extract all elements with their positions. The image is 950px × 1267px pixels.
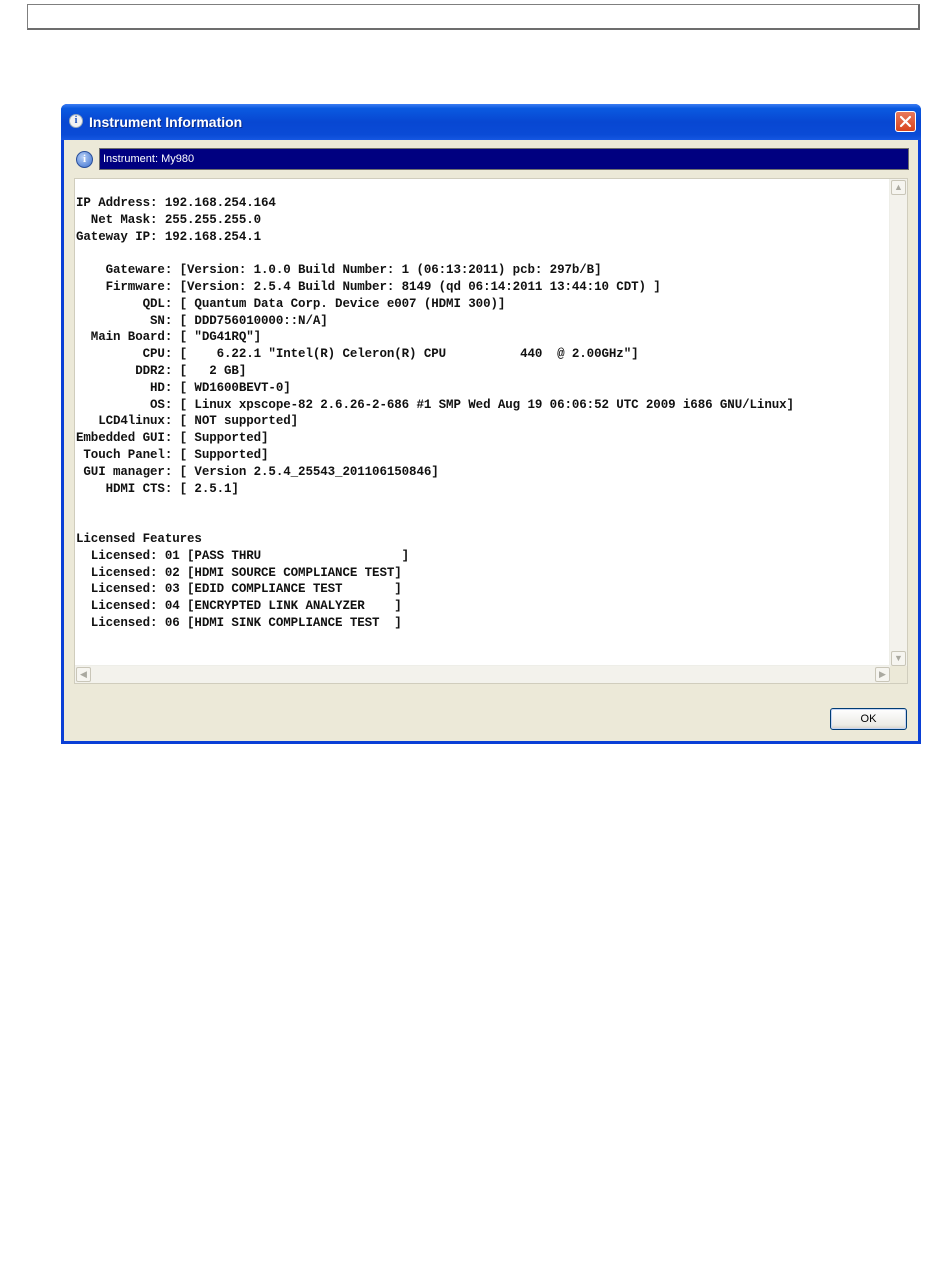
info-icon: i: [69, 114, 83, 128]
system-line: Gateware: [Version: 1.0.0 Build Number: 1 (06:13:2011) pcb: 297b/B]: [76, 263, 602, 278]
top-empty-field: [27, 4, 920, 30]
system-line: LCD4linux: [ NOT supported]: [76, 414, 299, 429]
system-line: GUI manager: [ Version 2.5.4_25543_201106150846]: [76, 464, 439, 479]
system-line: Touch Panel: [ Supported]: [76, 447, 269, 462]
vertical-scrollbar[interactable]: [889, 179, 907, 667]
system-line: Firmware: [Version: 2.5.4 Build Number: 8149 (qd 06:14:2011 13:44:10 CDT) ]: [76, 279, 661, 294]
info-text-area[interactable]: [75, 179, 891, 667]
licensed-line: Licensed: 03 [EDID COMPLIANCE TEST ]: [76, 582, 402, 597]
scroll-up-arrow-icon[interactable]: ▲: [891, 180, 906, 195]
system-line: DDR2: [ 2 GB]: [76, 363, 247, 378]
dialog-title: Instrument Information: [89, 114, 243, 130]
scrollbar-corner: [890, 666, 907, 683]
info-text-pane[interactable]: [74, 178, 908, 684]
system-line: HDMI CTS: [ 2.5.1]: [76, 481, 239, 496]
horizontal-scrollbar[interactable]: [75, 665, 891, 683]
dialog-client-area: [64, 140, 918, 741]
blank-line: [76, 245, 891, 262]
info-icon: i: [76, 151, 93, 168]
system-line: CPU: [ 6.22.1 "Intel(R) Celeron(R) CPU 440 @ 2.00GHz"]: [76, 347, 639, 362]
close-button[interactable]: [895, 111, 916, 132]
system-line: Main Board: [ "DG41RQ"]: [76, 330, 262, 345]
instrument-row: [74, 148, 910, 172]
licensed-line: Licensed: 01 [PASS THRU ]: [76, 548, 410, 563]
instrument-information-dialog: [61, 104, 921, 744]
ip-address-line: IP Address: 192.168.254.164: [76, 196, 276, 210]
ok-button[interactable]: OK: [830, 708, 907, 730]
licensed-line: Licensed: 06 [HDMI SINK COMPLIANCE TEST ]: [76, 615, 402, 630]
close-icon: [899, 115, 912, 128]
scroll-right-arrow-icon[interactable]: ▶: [875, 667, 890, 682]
system-line: HD: [ WD1600BEVT-0]: [76, 380, 291, 395]
licensed-line: Licensed: 02 [HDMI SOURCE COMPLIANCE TEST]: [76, 565, 402, 580]
net-mask-line: Net Mask: 255.255.255.0: [76, 212, 262, 227]
instrument-name-field: Instrument: My980: [99, 148, 909, 170]
dialog-titlebar[interactable]: [61, 104, 921, 140]
system-line: SN: [ DDD756010000::N/A]: [76, 313, 328, 328]
system-line: Embedded GUI: [ Supported]: [76, 431, 269, 446]
blank-line: [76, 497, 891, 514]
system-line: OS: [ Linux xpscope-82 2.6.26-2-686 #1 SMP Wed Aug 19 06:06:52 UTC 2009 i686 GNU/Linux]: [76, 397, 794, 412]
gateway-ip-line: Gateway IP: 192.168.254.1: [76, 229, 262, 244]
system-line: QDL: [ Quantum Data Corp. Device e007 (HDMI 300)]: [76, 296, 506, 311]
blank-line: [76, 514, 891, 531]
licensed-line: Licensed: 04 [ENCRYPTED LINK ANALYZER ]: [76, 599, 402, 614]
scroll-down-arrow-icon[interactable]: ▼: [891, 651, 906, 666]
licensed-features-heading: Licensed Features: [76, 531, 202, 546]
scroll-left-arrow-icon[interactable]: ◀: [76, 667, 91, 682]
